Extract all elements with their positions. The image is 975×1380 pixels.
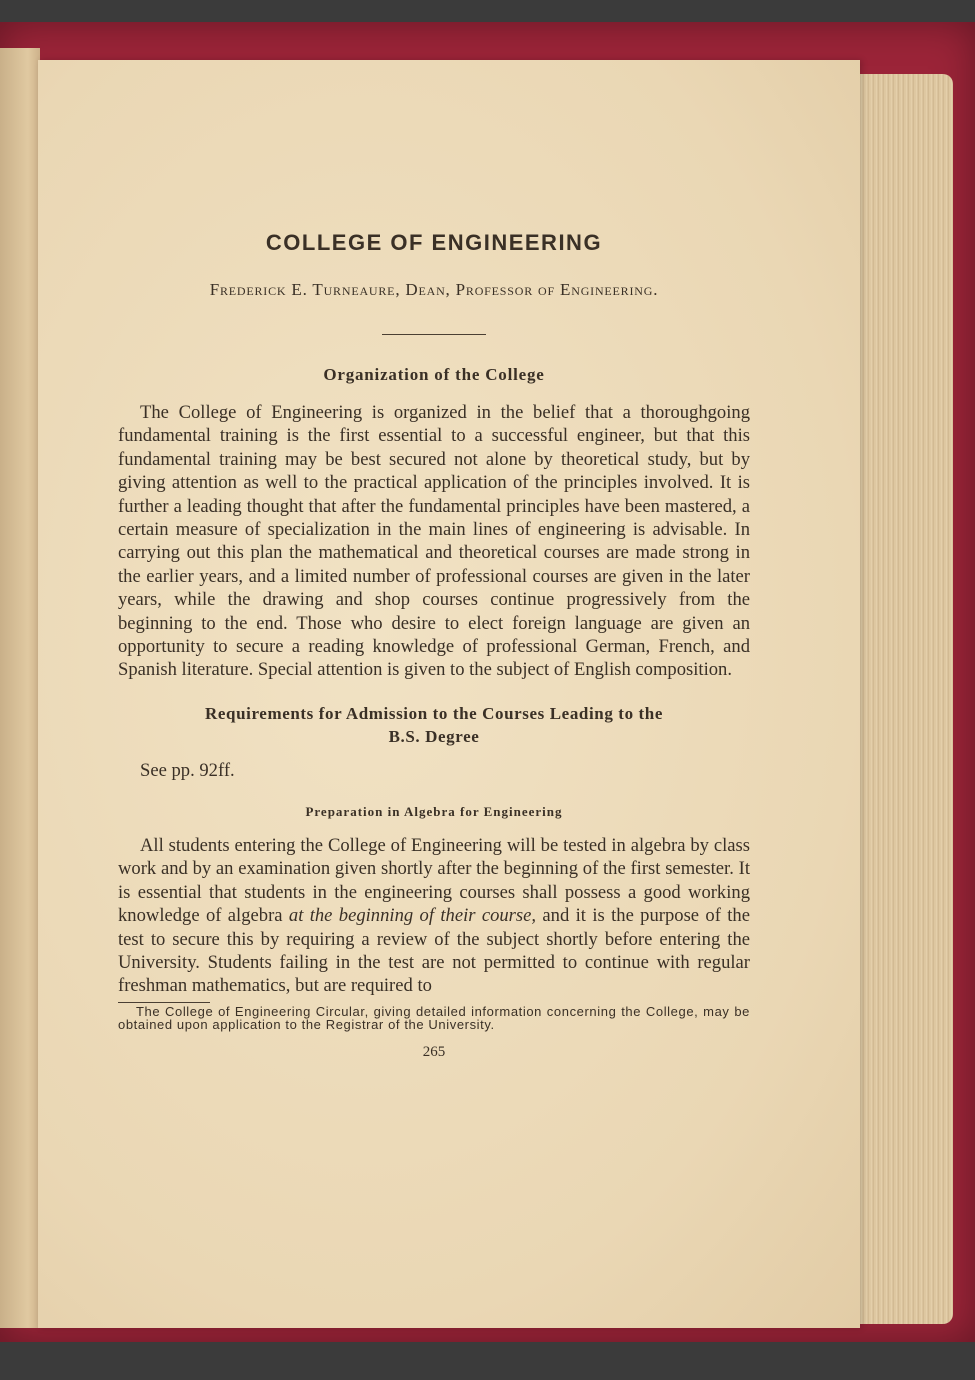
section-heading-requirements [118, 702, 750, 748]
footnote-divider [118, 1002, 210, 1003]
algebra-text-end: and it is the purpose of the test to secure this by requiring a review of the subject shortly before entering the University. Students failing in the test are not permitted to continue with regular freshman mathematics, but are required to [118, 905, 750, 997]
section-heading-organization: Organization of the College [323, 365, 545, 384]
footnote: The College of Engineering Circular, giving detailed information concerning the College, may be obtained upon application to the Registrar of the University. [118, 1003, 750, 1033]
paragraph-algebra [118, 834, 750, 998]
paragraph-organization: The College of Engineering is organized in the belief that a thoroughgoing fundamental training is the first essential to a successful engineer, but that this fundamental training may be best secured not alone by theoretical study, but by giving attention as well to the practical application of the principles involved. It is further a leading thought that after the fundamental principles have been mastered, a certain measure of specialization in the main lines of engineering is advisable. In carrying out this plan the mathematical and theoretical courses are made strong in the earlier years, and a limited number of professional courses are given in the later years, while the drawing and shop courses continue progressively from the beginning to the end. Those who desire to elect foreign language are given an opportunity to secure a reading knowledge of professional German, French, and Spanish literature. Special attention is given to the subject of English composition. [118, 402, 750, 681]
title-divider [382, 334, 486, 335]
algebra-text-start: All students entering the College of Engineering will be tested in algebra by class work and by an examination given shortly after the beginning of the first semester. It is essential that students in the engineering courses shall possess a good working knowledge of algebra [118, 834, 750, 927]
page-block-edge [855, 74, 953, 1324]
previous-page-edge [0, 48, 40, 1328]
section-heading-algebra: Preparation in Algebra for Engineering [305, 803, 563, 819]
algebra-text-italic: at the beginning of their course, [288, 905, 537, 927]
page-content [118, 222, 750, 1061]
requirements-heading-line-1: Requirements for Admission to the Courses Leading to the [205, 703, 663, 723]
dean-line: Frederick E. Turneaure, Dean, Professor of Engineering. [209, 280, 659, 299]
requirements-heading-line-2: B.S. Degree [388, 726, 480, 746]
page-title: COLLEGE OF ENGINEERING [265, 230, 603, 255]
page-number: 265 [422, 1043, 446, 1060]
paragraph-see-pages: See pp. 92ff. [140, 759, 235, 781]
